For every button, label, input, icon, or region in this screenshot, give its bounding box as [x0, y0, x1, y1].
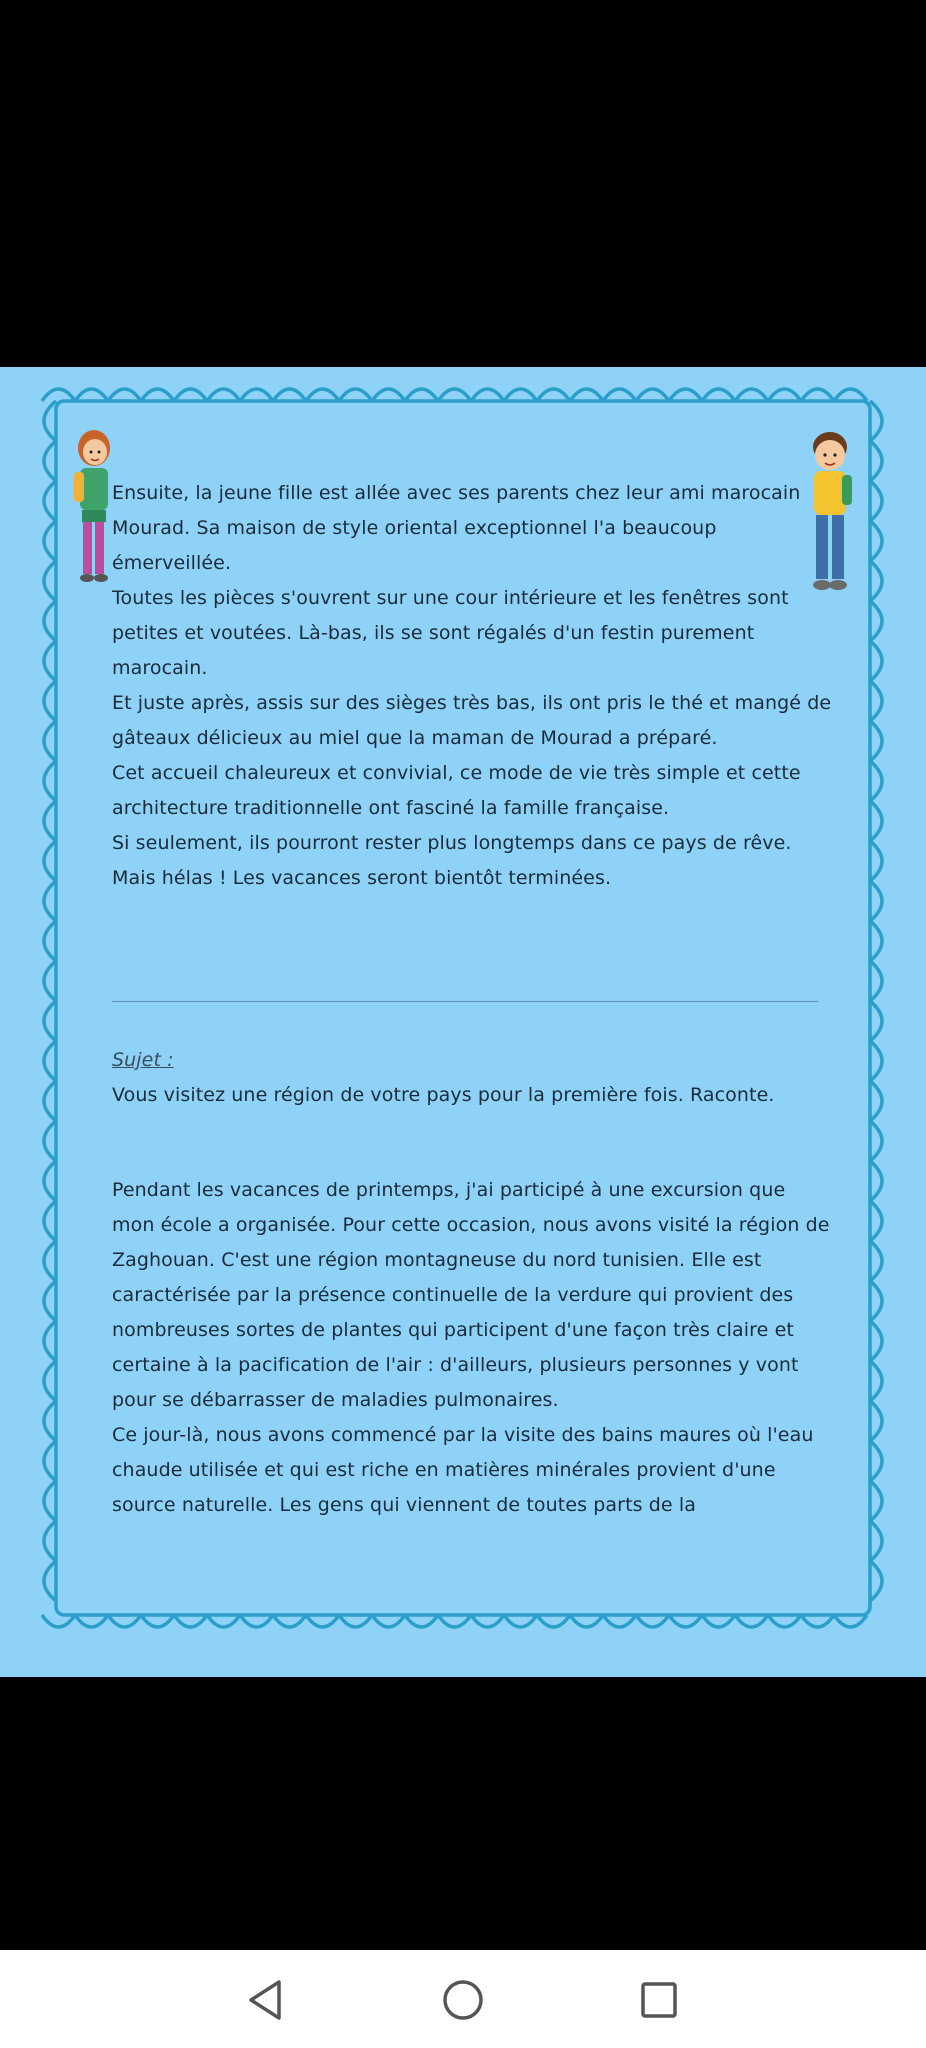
- circle-home-icon: [441, 1978, 485, 2022]
- frame-scallop: [174, 389, 207, 401]
- frame-scallop: [108, 1615, 141, 1627]
- frame-scallop: [870, 761, 882, 801]
- frame-scallop: [870, 961, 882, 1001]
- frame-scallop: [207, 1615, 240, 1627]
- frame-scallop: [405, 389, 438, 401]
- frame-scallop: [75, 1615, 108, 1627]
- frame-scallop: [44, 1321, 56, 1361]
- frame-scallop: [405, 1615, 438, 1627]
- story-paragraph: Cet accueil chaleureux et convivial, ce mode de vie très simple et cette architecture traditionnelle ont fasciné la famille française.: [112, 762, 801, 819]
- frame-scallop: [44, 841, 56, 881]
- frame-scallop: [669, 389, 702, 401]
- frame-scallop: [273, 389, 306, 401]
- frame-scallop: [870, 921, 882, 961]
- frame-scallop: [870, 1121, 882, 1161]
- frame-scallop: [44, 1161, 56, 1201]
- frame-scallop: [801, 1615, 834, 1627]
- frame-scallop: [702, 1615, 735, 1627]
- home-button[interactable]: [435, 1972, 491, 2028]
- frame-scallop: [44, 881, 56, 921]
- frame-scallop: [174, 1615, 207, 1627]
- frame-scallop: [44, 1561, 56, 1601]
- essay-paragraph: Ce jour-là, nous avons commencé par la visite des bains maures où l'eau chaude utilisée et qui est riche en matières minérales provient d'une source naturelle. Les gens qui viennent de toutes parts de la: [112, 1424, 814, 1516]
- essay-paragraph: Pendant les vacances de printemps, j'ai participé à une excursion que mon école a organisée. Pour cette occasion, nous avons visité la région de Zaghouan. C'est une région montagneuse du nord tunisien. Elle est caractérisée par la présence continuelle de la verdure qui provient des nombreuses sortes de plantes qui participent d'une façon très claire et certaine à la pacification de l'air : d'ailleurs, plusieurs personnes y vont pour se débarrasser de maladies pulmonaires.: [112, 1179, 830, 1411]
- story-paragraph: Ensuite, la jeune fille est allée avec ses parents chez leur ami marocain Mourad. Sa maison de style oriental exceptionnel l'a beaucoup émerveillée.: [112, 482, 801, 574]
- frame-scallop: [306, 1615, 339, 1627]
- frame-scallop: [570, 389, 603, 401]
- frame-scallop: [537, 1615, 570, 1627]
- frame-scallop: [44, 1361, 56, 1401]
- frame-scallop: [44, 961, 56, 1001]
- subject-block: [112, 1043, 832, 1113]
- frame-scallop: [870, 1041, 882, 1081]
- frame-scallop: [870, 1361, 882, 1401]
- frame-scallop: [44, 1241, 56, 1281]
- frame-scallop: [735, 1615, 768, 1627]
- frame-scallop: [44, 1081, 56, 1121]
- frame-scallop: [603, 389, 636, 401]
- story-paragraph: Et juste après, assis sur des sièges très bas, ils ont pris le thé et mangé de gâteaux délicieux au miel que la maman de Mourad a préparé.: [112, 692, 832, 749]
- frame-scallop: [141, 1615, 174, 1627]
- frame-scallop: [870, 1081, 882, 1121]
- frame-scallop: [273, 1615, 306, 1627]
- frame-scallop: [870, 481, 882, 521]
- frame-scallop: [870, 1521, 882, 1561]
- frame-scallop: [240, 1615, 273, 1627]
- frame-scallop: [870, 1401, 882, 1441]
- section-divider: [112, 1001, 818, 1002]
- frame-scallop: [570, 1615, 603, 1627]
- frame-scallop: [339, 389, 372, 401]
- frame-scallop: [372, 389, 405, 401]
- frame-scallop: [669, 1615, 702, 1627]
- frame-scallop: [44, 921, 56, 961]
- frame-scallop: [870, 1561, 882, 1601]
- frame-scallop: [44, 521, 56, 561]
- frame-scallop: [603, 1615, 636, 1627]
- frame-scallop: [44, 1041, 56, 1081]
- frame-scallop: [471, 1615, 504, 1627]
- frame-scallop: [870, 441, 882, 481]
- frame-scallop: [44, 1121, 56, 1161]
- frame-scallop: [768, 389, 801, 401]
- frame-scallop: [504, 1615, 537, 1627]
- frame-scallop: [834, 1615, 867, 1627]
- frame-scallop: [636, 389, 669, 401]
- frame-scallop: [44, 681, 56, 721]
- frame-scallop: [44, 401, 56, 441]
- back-button[interactable]: [237, 1972, 293, 2028]
- subject-text: Vous visitez une région de votre pays pour la première fois. Raconte.: [112, 1084, 775, 1106]
- frame-scallop: [870, 1161, 882, 1201]
- frame-scallop: [870, 1001, 882, 1041]
- story-paragraph: Toutes les pièces s'ouvrent sur une cour intérieure et les fenêtres sont petites et voutées. Là-bas, ils se sont régalés d'un festin purement marocain.: [112, 587, 789, 679]
- frame-scallop: [636, 1615, 669, 1627]
- frame-scallop: [44, 721, 56, 761]
- frame-scallop: [438, 389, 471, 401]
- frame-scallop: [870, 1201, 882, 1241]
- frame-scallop: [870, 1281, 882, 1321]
- frame-scallop: [42, 1615, 75, 1627]
- frame-scallop: [44, 1281, 56, 1321]
- frame-scallop: [870, 841, 882, 881]
- essay-text: [112, 1173, 832, 1523]
- frame-scallop: [870, 1321, 882, 1361]
- frame-scallop: [438, 1615, 471, 1627]
- frame-scallop: [44, 481, 56, 521]
- worksheet-page: [0, 367, 926, 1677]
- frame-scallop: [44, 1401, 56, 1441]
- subject-label: Sujet :: [112, 1049, 174, 1071]
- system-navigation-bar: [0, 1950, 926, 2048]
- frame-scallop: [870, 721, 882, 761]
- frame-scallop: [870, 881, 882, 921]
- frame-scallop: [44, 801, 56, 841]
- frame-scallop: [801, 389, 834, 401]
- story-text: [112, 476, 832, 896]
- frame-scallop: [471, 389, 504, 401]
- frame-scallop: [44, 441, 56, 481]
- frame-scallop: [108, 389, 141, 401]
- frame-scallop: [339, 1615, 372, 1627]
- frame-scallop: [870, 401, 882, 441]
- frame-scallop: [870, 561, 882, 601]
- story-paragraph: Mais hélas ! Les vacances seront bientôt terminées.: [112, 867, 612, 889]
- frame-scallop: [372, 1615, 405, 1627]
- triangle-back-icon: [245, 1978, 285, 2022]
- frame-scallop: [44, 1001, 56, 1041]
- frame-scallop: [75, 389, 108, 401]
- frame-scallop: [504, 389, 537, 401]
- frame-scallop: [870, 601, 882, 641]
- frame-scallop: [870, 1241, 882, 1281]
- frame-scallop: [44, 761, 56, 801]
- frame-scallop: [768, 1615, 801, 1627]
- frame-scallop: [42, 389, 75, 401]
- frame-scallop: [702, 389, 735, 401]
- frame-scallop: [44, 1481, 56, 1521]
- frame-scallop: [207, 389, 240, 401]
- frame-scallop: [141, 389, 174, 401]
- recents-button[interactable]: [631, 1972, 687, 2028]
- frame-scallop: [306, 389, 339, 401]
- frame-scallop: [870, 1481, 882, 1521]
- frame-scallop: [240, 389, 273, 401]
- frame-scallop: [44, 1201, 56, 1241]
- frame-scallop: [834, 389, 867, 401]
- frame-scallop: [537, 389, 570, 401]
- frame-scallop: [870, 641, 882, 681]
- square-recents-icon: [639, 1980, 679, 2020]
- frame-scallop: [735, 389, 768, 401]
- frame-scallop: [870, 521, 882, 561]
- frame-scallop: [44, 1521, 56, 1561]
- frame-scallop: [44, 641, 56, 681]
- frame-scallop: [870, 801, 882, 841]
- frame-scallop: [870, 681, 882, 721]
- frame-scallop: [870, 1441, 882, 1481]
- frame-scallop: [44, 601, 56, 641]
- frame-scallop: [44, 561, 56, 601]
- story-paragraph: Si seulement, ils pourront rester plus longtemps dans ce pays de rêve.: [112, 832, 792, 854]
- frame-scallop: [44, 1441, 56, 1481]
